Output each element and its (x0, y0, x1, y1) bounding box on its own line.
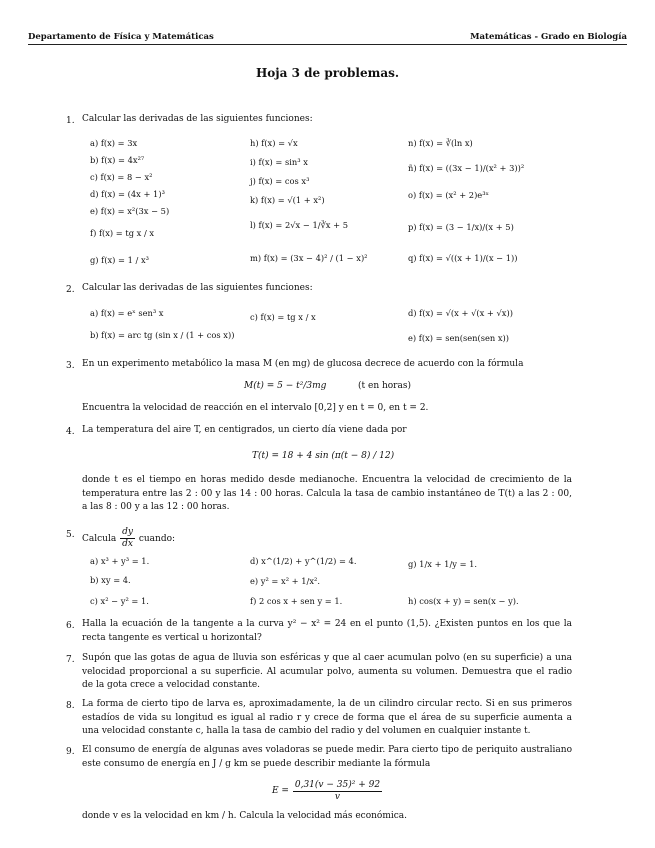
p5-item-e: e) y² = x² + 1/x². (250, 576, 320, 586)
p5-item-h: h) cos(x + y) = sen(x − y). (408, 596, 519, 606)
problem-5-statement (82, 527, 175, 550)
problem-3-formula: M(t) = 5 − t²/3mg (244, 381, 327, 391)
p5-item-c: c) x² − y² = 1. (90, 596, 149, 606)
problem-9-numerator: 0,31(v − 35)² + 92 (294, 780, 381, 790)
p2-item-b: b) f(x) = arc tg (sin x / (1 + cos x)) (90, 330, 235, 340)
p1-item-n: n) f(x) = ∛(ln x) (408, 138, 473, 148)
p1-item-b: b) f(x) = 4x²⁷ (90, 155, 145, 165)
header-course: Matemáticas - Grado en Biología (470, 32, 627, 42)
problem-9-text: El consumo de energía de algunas aves voladoras se puede medir. Para cierto tipo de periquito australiano este consumo de energía en J / g km se puede describir mediante la fórmula (82, 745, 572, 769)
problem-4-followup: donde t es el tiempo en horas medido desde medianoche. Encuentra la velocidad de crecimiento de la temperatura entre las 2 : 00 y las 14 : 00 horas. Calcula la tasa de cambio instantáneo de T(t) a las 2 : 00, a las 8 : 00 y a las 12 : 00 horas. (82, 475, 572, 512)
p1-item-q: q) f(x) = √((x + 1)/(x − 1)) (408, 253, 518, 263)
p1-item-l: l) f(x) = 2√x − 1/∛x + 5 (250, 220, 348, 230)
header-department: Departamento de Física y Matemáticas (28, 32, 214, 42)
problem-3-number: 3. (66, 361, 75, 371)
p5-item-f: f) 2 cos x + sen y = 1. (250, 596, 343, 606)
problem-9-denominator: v (334, 792, 340, 802)
problem-3-followup: Encuentra la velocidad de reacción en el intervalo [0,2] y en t = 0, en t = 2. (82, 403, 429, 413)
p2-item-d: d) f(x) = √(x + √(x + √x)) (408, 308, 513, 318)
page-title: Hoja 3 de problemas. (255, 66, 400, 80)
p1-item-k: k) f(x) = √(1 + x²) (250, 195, 325, 205)
p1-item-h: h) f(x) = √x (250, 138, 298, 148)
problem-6-text: Halla la ecuación de la tangente a la curva y² − x² = 24 en el punto (1,5). ¿Existen puntos en los que la recta tangente es vertical u horizontal? (82, 619, 572, 643)
p5-item-b: b) xy = 4. (90, 575, 131, 585)
problem-9-number: 9. (66, 747, 75, 757)
p1-item-c: c) f(x) = 8 − x² (90, 172, 153, 182)
problem-4-statement: La temperatura del aire T, en centigrados, un cierto día viene dada por (82, 425, 407, 435)
p2-item-a: a) f(x) = eˣ sen³ x (90, 308, 164, 318)
problem-5-statement-pre: Calcula (82, 534, 117, 544)
problem-8-text: La forma de cierto tipo de larva es, aproximadamente, la de un cilindro circular recto. Si en sus primeros estadíos de vida su longitud es igual al radio r y crece de forma que el área de su superficie aumenta a una velocidad constante c, halla la tasa de cambio del radio y del volumen en cualquier instante t. (82, 699, 572, 736)
problem-2-statement: Calcular las derivadas de las siguientes funciones: (82, 283, 313, 293)
problem-5-number: 5. (66, 530, 75, 540)
p1-item-a: a) f(x) = 3x (90, 138, 138, 148)
problem-1-number: 1. (66, 116, 75, 126)
p1-item-i: i) f(x) = sin³ x (250, 157, 308, 167)
p1-item-enye: ñ) f(x) = ((3x − 1)/(x² + 3))² (408, 163, 525, 173)
problem-2-number: 2. (66, 285, 75, 295)
problem-7-text: Supón que las gotas de agua de lluvia son esféricas y que al caer acumulan polvo (en su superficie) a una velocidad proporcional a su superficie. Al acumular polvo, aumenta su volumen. Demuestra que el radio de la gota crece a velocidad constante. (82, 653, 572, 690)
p1-item-o: o) f(x) = (x² + 2)e³ˣ (408, 190, 490, 200)
problem-4-formula: T(t) = 18 + 4 sin (π(t − 8) / 12) (252, 451, 395, 461)
p1-item-g: g) f(x) = 1 / x³ (90, 255, 149, 265)
p2-item-c: c) f(x) = tg x / x (250, 312, 316, 322)
problem-7-number: 7. (66, 655, 75, 665)
p1-item-f: f) f(x) = tg x / x (90, 228, 155, 238)
p1-item-d: d) f(x) = (4x + 1)³ (90, 189, 165, 199)
dy-numerator: dy (122, 527, 133, 537)
problem-3-statement: En un experimento metabólico la masa M (en mg) de glucosa decrece de acuerdo con la fórmula (82, 359, 524, 369)
problem-9-followup: donde v es la velocidad en km / h. Calcula la velocidad más económica. (82, 811, 408, 821)
p5-item-d: d) x^(1/2) + y^(1/2) = 4. (250, 556, 357, 566)
problem-9-fraction (293, 780, 382, 803)
problem-5-statement-post: cuando: (138, 534, 176, 544)
p5-item-g: g) 1/x + 1/y = 1. (408, 559, 478, 569)
p1-item-p: p) f(x) = (3 − 1/x)/(x + 5) (408, 222, 514, 232)
dx-denominator: dx (122, 539, 133, 549)
p5-item-a: a) x³ + y³ = 1. (90, 556, 150, 566)
problem-8-number: 8. (66, 701, 75, 711)
p1-item-m: m) f(x) = (3x − 4)² / (1 − x)² (250, 253, 368, 263)
page-header (28, 30, 627, 45)
p2-item-e: e) f(x) = sen(sen(sen x)) (408, 333, 510, 343)
problem-1-statement: Calcular las derivadas de las siguientes funciones: (82, 114, 313, 124)
p1-item-e: e) f(x) = x²(3x − 5) (90, 206, 170, 216)
problem-9-formula-lhs: E = (272, 786, 289, 796)
problem-4-number: 4. (66, 427, 75, 437)
problem-3-formula-note: (t en horas) (358, 381, 411, 391)
problem-9-formula (272, 780, 383, 803)
problem-6-number: 6. (66, 621, 75, 631)
p1-item-j: j) f(x) = cos x³ (250, 176, 310, 186)
dy-dx-fraction (120, 527, 135, 550)
